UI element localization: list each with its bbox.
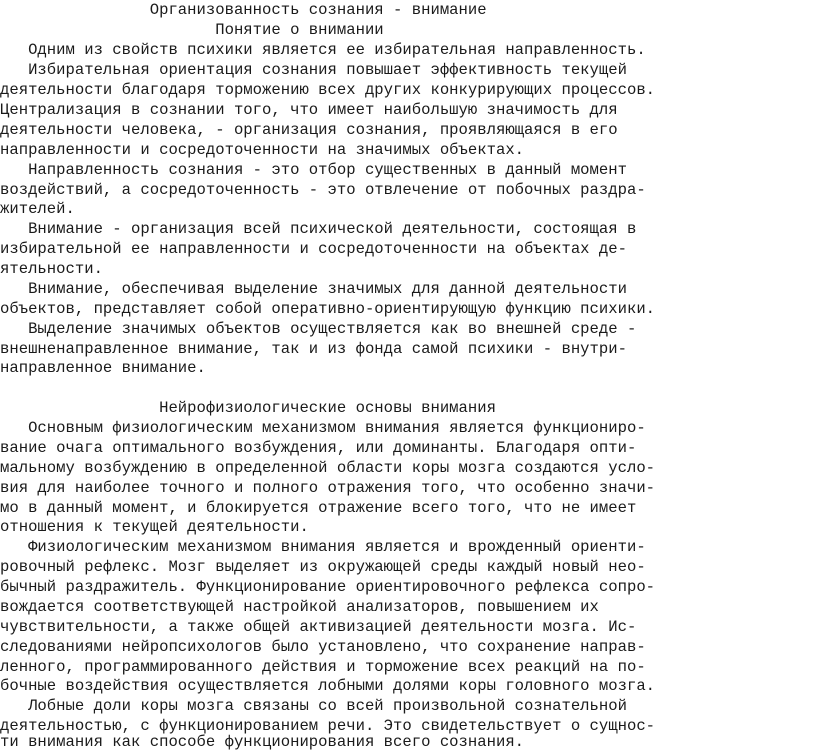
chapter-title: Организованность сознания - внимание (0, 1, 487, 19)
text-line: чувствительности, а также общей активизацией деятельности мозга. Ис- (0, 618, 637, 636)
text-line: Основным физиологическим механизмом внимания является функциониро- (0, 419, 646, 437)
text-line: направленности и сосредоточенности на значимых объектах. (0, 141, 525, 159)
text-line: вия для наиболее точного и полного отражения того, что особенно значи- (0, 479, 656, 497)
text-line: вание очага оптимального возбуждения, или доминанты. Благодаря опти- (0, 439, 637, 457)
text-line: Одним из свойств психики является ее избирательная направленность. (0, 41, 646, 59)
text-line: жителей. (0, 200, 75, 218)
text-line: деятельности благодаря торможению всех других конкурирующих процессов. (0, 81, 656, 99)
text-line: ровочный рефлекс. Мозг выделяет из окружающей среды каждый новый нео- (0, 558, 646, 576)
text-line: деятельностью, с функционированием речи. Это свидетельствует о сущнос- (0, 717, 656, 735)
text-line: Централизация в сознании того, что имеет наибольшую значимость для (0, 101, 618, 119)
text-line: мальному возбуждению в определенной области коры мозга создаются усло- (0, 459, 656, 477)
text-line: деятельности человека, - организация сознания, проявляющаяся в его (0, 121, 618, 139)
text-line: объектов, представляет собой оперативно-ориентирующую функцию психики. (0, 300, 656, 318)
text-line: Внимание, обеспечивая выделение значимых для данной деятельности (0, 280, 627, 298)
text-line: Направленность сознания - это отбор существенных в данный момент (0, 161, 627, 179)
text-line: ятельности. (0, 260, 103, 278)
text-line: Лобные доли коры мозга связаны со всей произвольной сознательной (0, 697, 627, 715)
section-title: Нейрофизиологические основы внимания (0, 399, 496, 417)
text-line: бочные воздействия осуществляется лобными долями коры головного мозга. (0, 677, 656, 695)
text-line: внешненаправленное внимание, так и из фонда самой психики - внутри- (0, 340, 627, 358)
text-line: бычный раздражитель. Функционирование ориентировочного рефлекса сопро- (0, 578, 656, 596)
text-line: воздействий, а сосредоточенность - это отвлечение от побочных раздра- (0, 181, 646, 199)
text-line: ленного, программированного действия и торможение всех реакций на по- (0, 658, 646, 676)
text-line: Избирательная ориентация сознания повышает эффективность текущей (0, 61, 627, 79)
text-line: ти внимания как способе функционирования всего сознания. (0, 733, 525, 751)
text-line: направленное внимание. (0, 359, 206, 377)
text-line: Внимание - организация всей психической деятельности, состоящая в (0, 220, 637, 238)
text-line: Физиологическим механизмом внимания является и врожденный ориенти- (0, 538, 646, 556)
text-line: следованиями нейропсихологов было установлено, что сохранение направ- (0, 638, 646, 656)
text-line: Выделение значимых объектов осуществляется как во внешней среде - (0, 320, 637, 338)
section-title: Понятие о внимании (0, 21, 384, 39)
text-line: вождается соответствующей настройкой анализаторов, повышением их (0, 598, 599, 616)
text-line: мо в данный момент, и блокируется отражение всего того, что не имеет (0, 499, 637, 517)
text-line: отношения к текущей деятельности. (0, 518, 309, 536)
text-line: избирательной ее направленности и сосредоточенности на объектах де- (0, 240, 627, 258)
